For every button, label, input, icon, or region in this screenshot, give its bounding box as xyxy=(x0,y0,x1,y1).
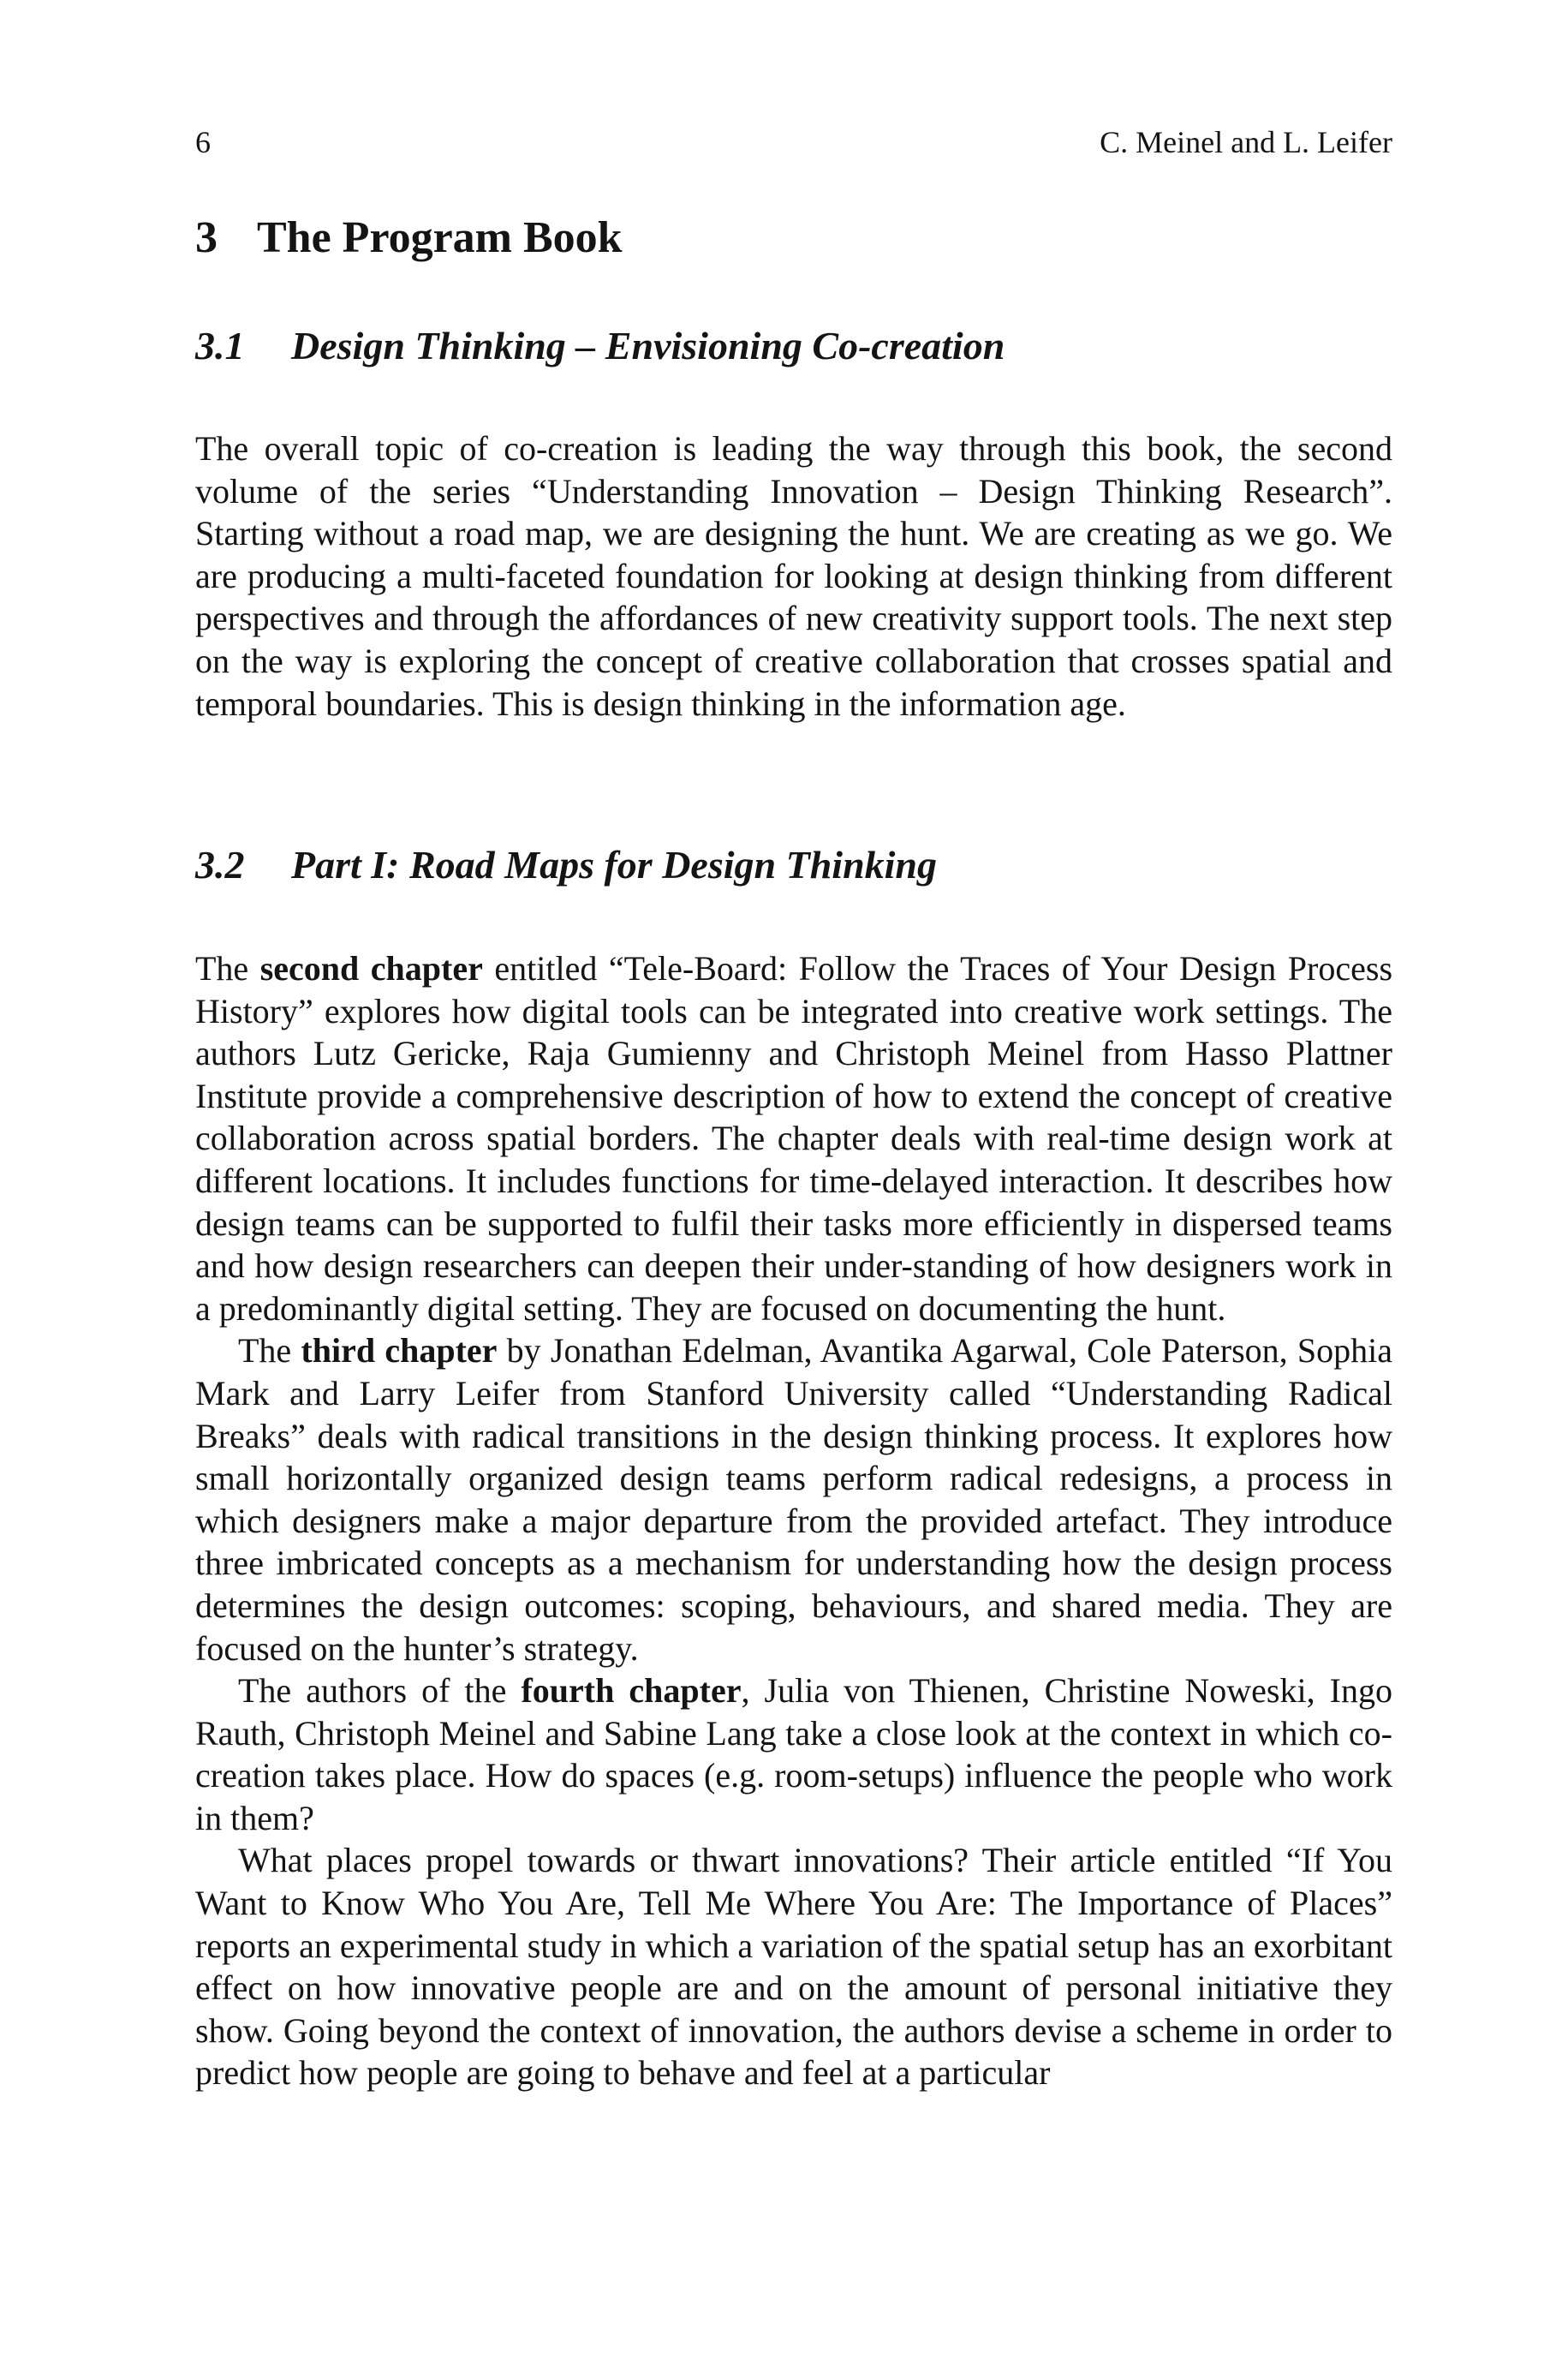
page-number: 6 xyxy=(195,125,211,159)
subsection-heading-3-2 xyxy=(195,839,937,891)
paragraph-fourth-chapter xyxy=(195,1669,1392,1839)
subsection-3-1-body xyxy=(195,427,1392,725)
subsection-number: 3.2 xyxy=(195,843,245,887)
running-head-authors: C. Meinel and L. Leifer xyxy=(1100,125,1392,159)
paragraph-text: The xyxy=(238,1331,301,1371)
section-title: The Program Book xyxy=(257,213,623,262)
paragraph-text: The xyxy=(195,949,260,988)
subsection-heading-3-1 xyxy=(195,320,1005,372)
paragraph-text: by Jonathan Edelman, Avantika Agarwal, Cole Paterson, Sophia Mark and Larry Leifer from Stanford University called “Understanding Radical Breaks” deals with radical transitions in the design thinking process. It explores how small horizontally organized design teams perform radical redesigns, a process in which designers make a major departure from the provided artefact. They introduce three imbricated concepts as a mechanism for understanding how the design process determines the design outcomes: scoping, behaviours, and shared media. They are focused on the hunter’s strategy. xyxy=(195,1331,1392,1668)
section-heading xyxy=(195,211,623,266)
subsection-3-2-body xyxy=(195,947,1392,2094)
subsection-title: Design Thinking – Envisioning Co-creation xyxy=(291,324,1005,367)
chapter-reference: second chapter xyxy=(259,949,483,988)
paragraph-places: What places propel towards or thwart innovations? Their article entitled “If You Want to Know Who You Are, Tell Me Where You Are: The Importance of Places” reports an experimental study in which a variation of the spatial setup has an exorbitant effect on how innovative people are and on the amount of personal initiative they show. Going beyond the context of innovation, the authors devise a scheme in order to predict how people are going to behave and feel at a particular xyxy=(195,1841,1392,2093)
paragraph-text: , Julia von Thienen, Christine Noweski, Ingo Rauth, Christoph Meinel and Sabine Lang take a close look at the context in which co-creation takes place. How do spaces (e.g. room-setups) influence the people who work in them? xyxy=(195,1671,1392,1837)
section-number: 3 xyxy=(195,213,218,262)
subsection-number: 3.1 xyxy=(195,324,245,367)
chapter-reference: fourth chapter xyxy=(521,1671,742,1711)
paragraph: The overall topic of co-creation is leading the way through this book, the second volume of the series “Understanding Innovation – Design Thinking Research”. Starting without a road map, we are designing the hunt. We are creating as we go. We are producing a multi-faceted foundation for looking at design thinking from different perspectives and through the affordances of new creativity support tools. The next step on the way is exploring the concept of creative collaboration that crosses spatial and temporal boundaries. This is design thinking in the information age. xyxy=(195,429,1392,723)
paragraph-third-chapter xyxy=(195,1329,1392,1669)
subsection-title: Part I: Road Maps for Design Thinking xyxy=(291,843,938,887)
paragraph-second-chapter xyxy=(195,947,1392,1329)
paragraph-text: entitled “Tele-Board: Follow the Traces of Your Design Process History” explores how digital tools can be integrated into creative work settings. The authors Lutz Gericke, Raja Gumienny and Christoph Meinel from Hasso Plattner Institute provide a comprehensive description of how to extend the concept of creative collaboration across spatial borders. The chapter deals with real-time design work at different locations. It includes functions for time-delayed interaction. It describes how design teams can be supported to fulfil their tasks more efficiently in dispersed teams and how design researchers can deepen their under-standing of how designers work in a predominantly digital setting. They are focused on documenting the hunt. xyxy=(195,949,1393,1328)
chapter-reference: third chapter xyxy=(301,1331,498,1371)
paragraph-text: The authors of the xyxy=(238,1671,522,1711)
